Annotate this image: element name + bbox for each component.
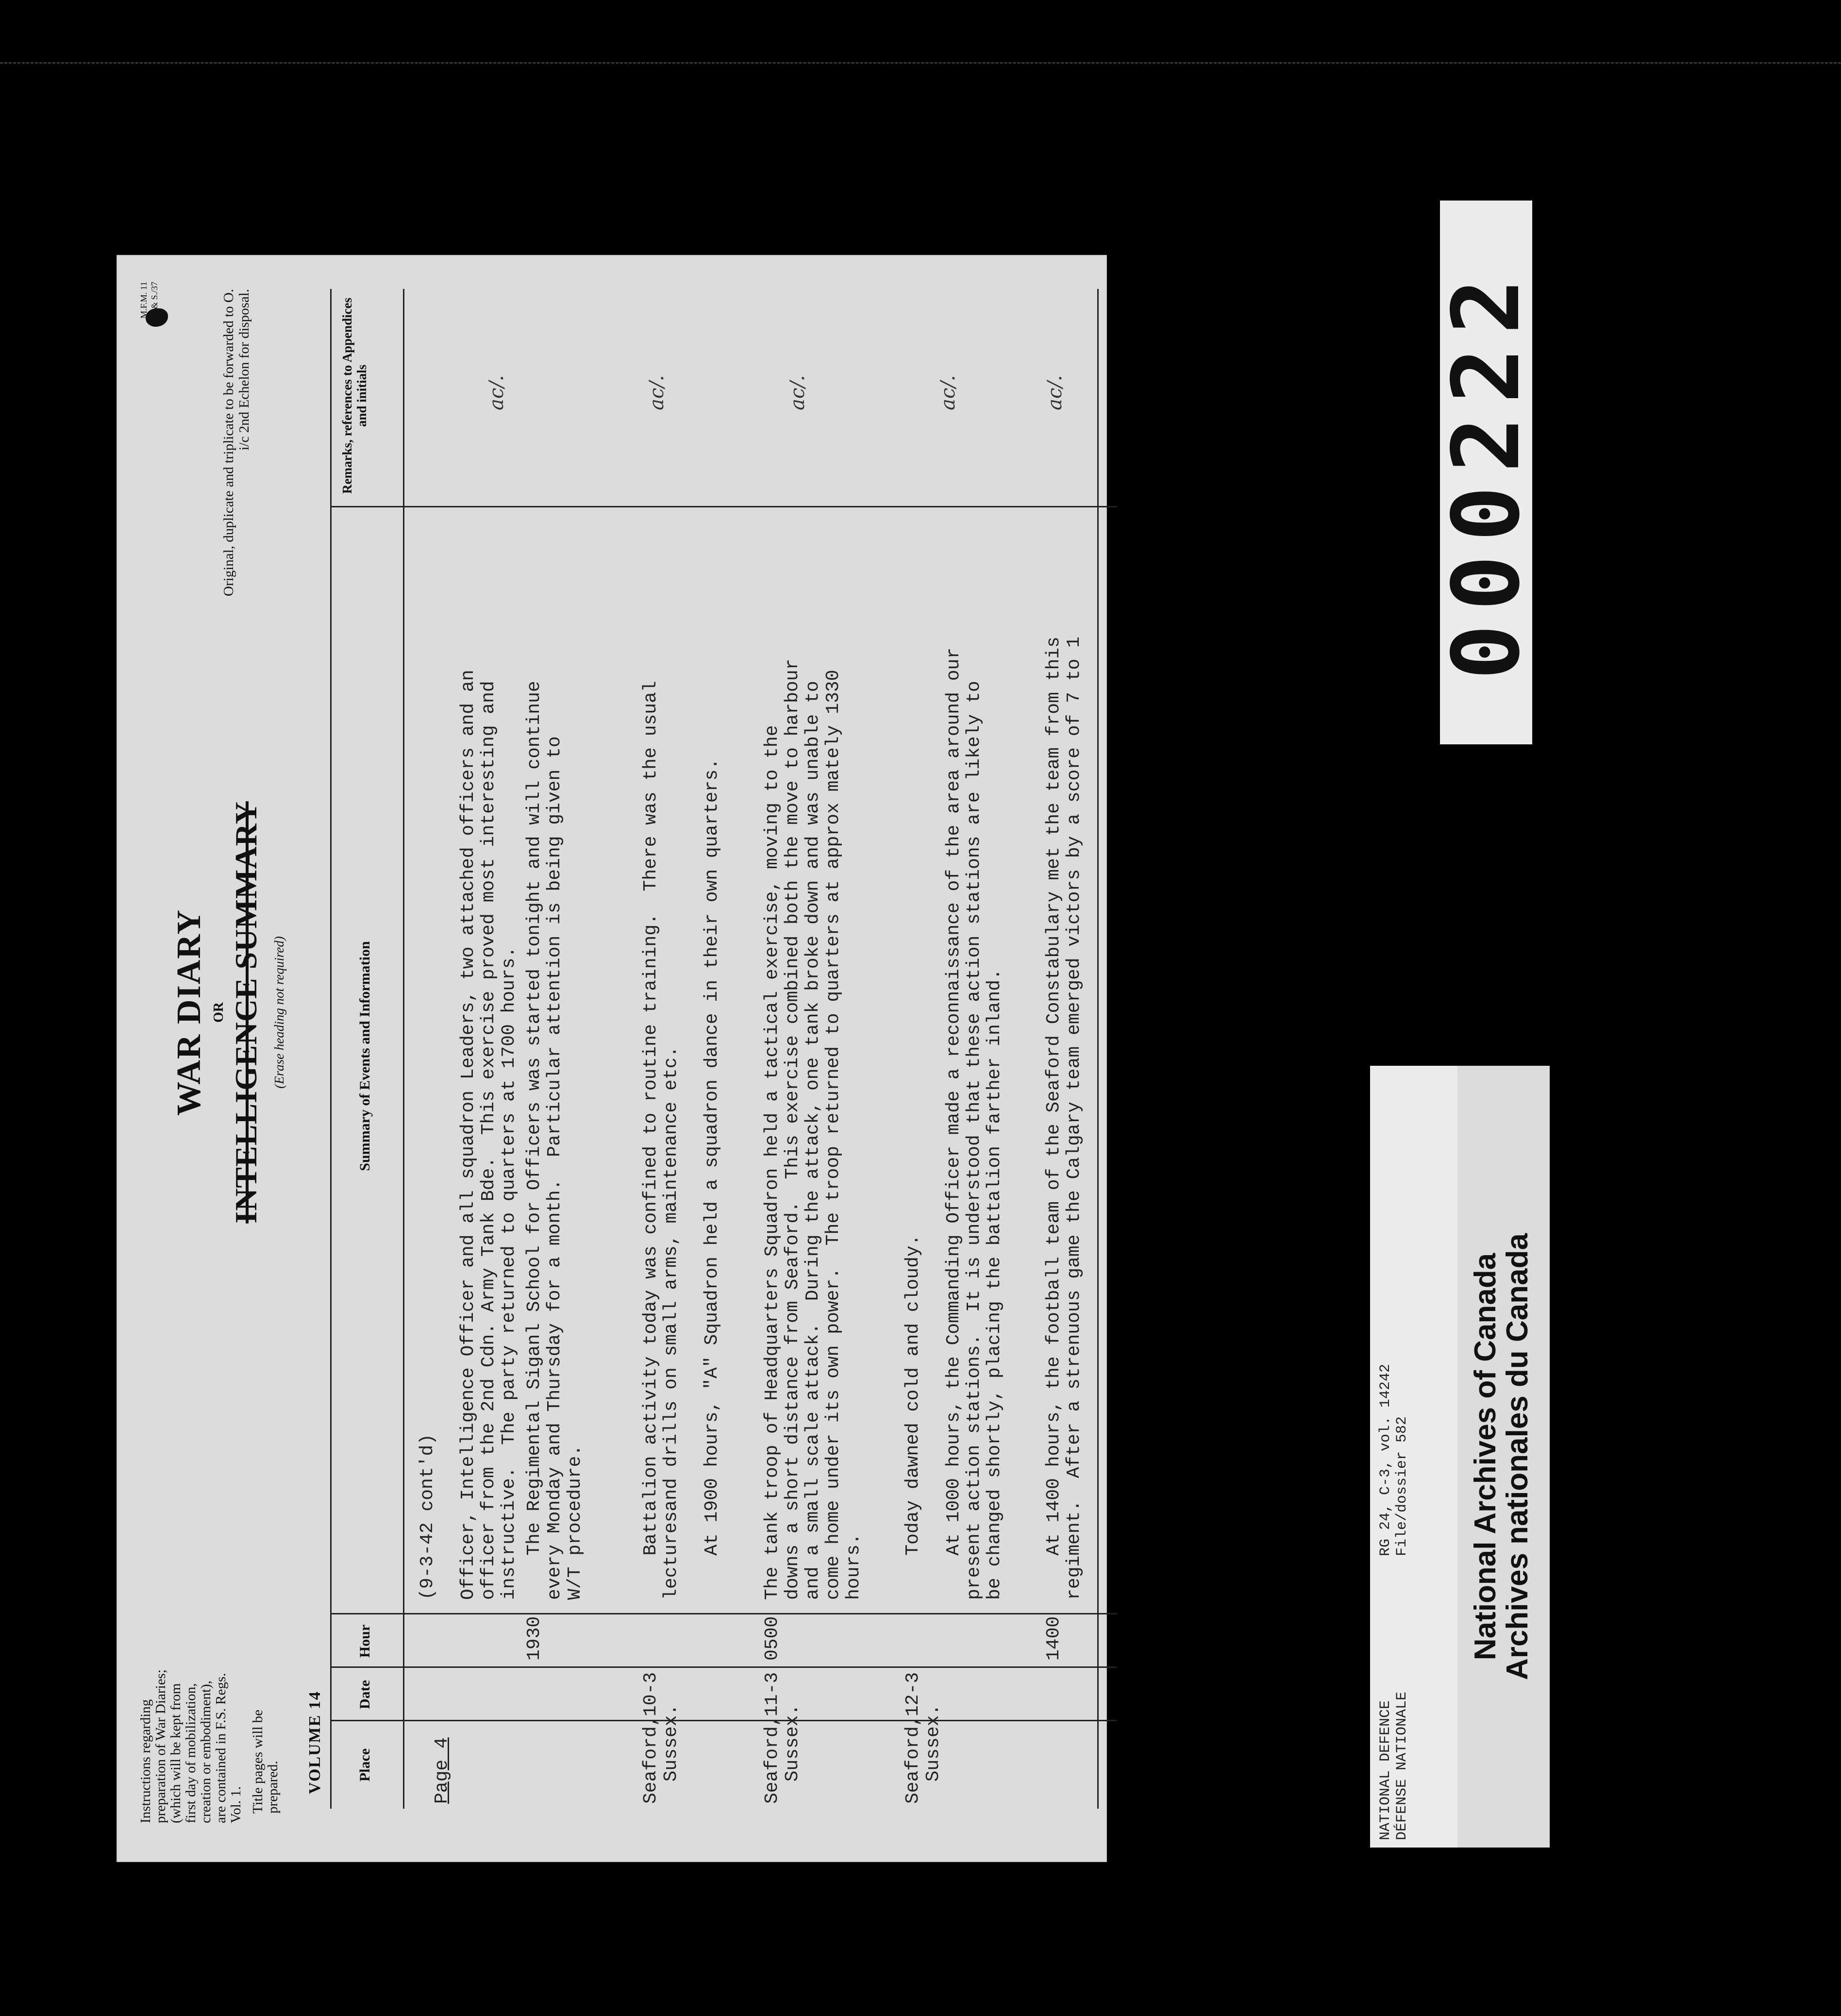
entry-hour: 1400 — [1043, 1616, 1064, 1661]
archives-name-en: National Archives of Canada — [1469, 1253, 1502, 1661]
heading-or: OR — [211, 1002, 226, 1023]
header-rule — [403, 289, 404, 1809]
col-head-hour: Hour — [357, 1624, 373, 1658]
entry-summary: Battalion activity today was confined to routine training. There was the usual lecturesand drills on small arms, maintenance etc. At 1900 hours, "A" Squadron held a squadron dance in their own quarters. — [640, 681, 722, 1600]
entry-date: 12-3 — [903, 1672, 923, 1716]
initials-signature: ac/. — [1044, 375, 1066, 410]
frame-number: 000222 — [1432, 265, 1540, 680]
entry-place: Seaford, Sussex. — [640, 1704, 682, 1804]
table-bottom-rule — [1097, 289, 1099, 1809]
rg-line: RG 24, C-3, vol. 14242 — [1377, 1363, 1394, 1556]
page-title: WAR DIARY — [170, 909, 208, 1116]
war-diary-page — [117, 255, 1107, 1862]
initials-signature: ac/. — [787, 375, 809, 410]
col-divider-hour — [330, 1613, 1117, 1614]
archives-name-fr: Archives nationales du Canada — [1501, 1233, 1534, 1680]
initials-signature: ac/. — [485, 375, 508, 410]
entry-place: Seaford, Sussex. — [903, 1704, 944, 1804]
page-subtitle-struck: INTELLIGENCE SUMMARY — [229, 801, 263, 1224]
archive-label — [1370, 1066, 1550, 1848]
entry-summary: (9-3-42 cont'd) Officer, Intelligence Officer and all squadron Leaders, two attached officers and an officer from the 2nd Cdn. Army Tank Bde. This exercise proved most interesting and instructive. The party returned to quarters at 1700 hours. — [417, 670, 519, 1600]
entry-summary: The tank troop of Headquarters Squadron held a tactical exercise, moving to the downs a short distance from Seaford. This exercise combined both the move to harbour and a small scale attack. During the attack, one tank broke down and was unable to come home under its own power. The troop returned to quarters at approx mately 1330 hours. — [762, 658, 864, 1600]
nd-line-fr: DÉFENSE NATIONALE — [1394, 1691, 1410, 1840]
diary-table — [311, 289, 1097, 1809]
national-defence-text — [1377, 1692, 1410, 1840]
table-top-rule — [330, 289, 332, 1809]
form-code: M.F.M. 11 C.P. & S./37 — [139, 282, 159, 325]
title-pages-note: Title pages will be prepared. — [250, 1709, 281, 1814]
frame-number-card — [1432, 201, 1540, 744]
entry-place: Seaford, Sussex. — [762, 1704, 803, 1804]
col-divider-date — [330, 1666, 1117, 1668]
entry-summary: The Regimental Siganl School for Officers was started tonight and will continue every Monday and Thursday for a month. Particular attention is being given to W/T procedure. — [524, 681, 586, 1600]
page-label: Page 4 — [432, 1737, 452, 1804]
col-divider-place — [330, 1720, 1117, 1721]
record-group-reference — [1377, 1364, 1410, 1556]
diary-page-holder — [117, 255, 1107, 1862]
number-card-holder — [1432, 201, 1540, 744]
disposal-note: Original, duplicate and triplicate to be forwarded to O. i/c 2nd Echelon for disposal. — [221, 289, 252, 596]
nd-line-en: NATIONAL DEFENCE — [1377, 1700, 1394, 1840]
initials-signature: ac/. — [646, 375, 668, 410]
entry-summary: Today dawned cold and cloudy. At 1000 hours, the Commanding Officer made a reconnaissance of the area around our present action stations. It is understood that these action stations are likely to be changed shortly, placing the battalion farther inland. — [903, 647, 1005, 1600]
scan-edge-dashes — [0, 62, 1841, 64]
entry-hour: 1930 — [524, 1616, 545, 1661]
col-head-remarks: Remarks, references to Appendices and initials — [340, 298, 369, 494]
col-head-date: Date — [357, 1680, 373, 1709]
entry-hour: 0500 — [762, 1616, 783, 1661]
instructions-note — [138, 1668, 281, 1823]
instructions-text: Instructions regarding preparation of War Diaries; (which will be kept from first day of mobilization, creation or embodiment), are contained in F.S. Regs. Vol. 1. — [138, 1669, 244, 1823]
archive-label-holder — [1370, 1066, 1550, 1848]
archives-name — [1470, 1066, 1534, 1848]
erase-heading-note: (Erase heading not required) — [272, 936, 286, 1089]
col-head-summary: Summary of Events and Information — [357, 941, 373, 1171]
volume-label: VOLUME 14 — [306, 1691, 324, 1794]
entry-summary: At 1400 hours, the football team of the Seaford Constabulary met the team from this regiment. After a strenuous game the Calgary team emerged victors by a score of 7 to 1 — [1043, 637, 1085, 1600]
file-line: File/dossier 582 — [1394, 1416, 1410, 1556]
col-divider-summary — [330, 506, 1117, 507]
entry-date: 10-3 — [640, 1672, 661, 1716]
initials-signature: ac/. — [937, 375, 959, 410]
entry-date: 11-3 — [762, 1672, 783, 1716]
col-head-place: Place — [357, 1748, 373, 1782]
